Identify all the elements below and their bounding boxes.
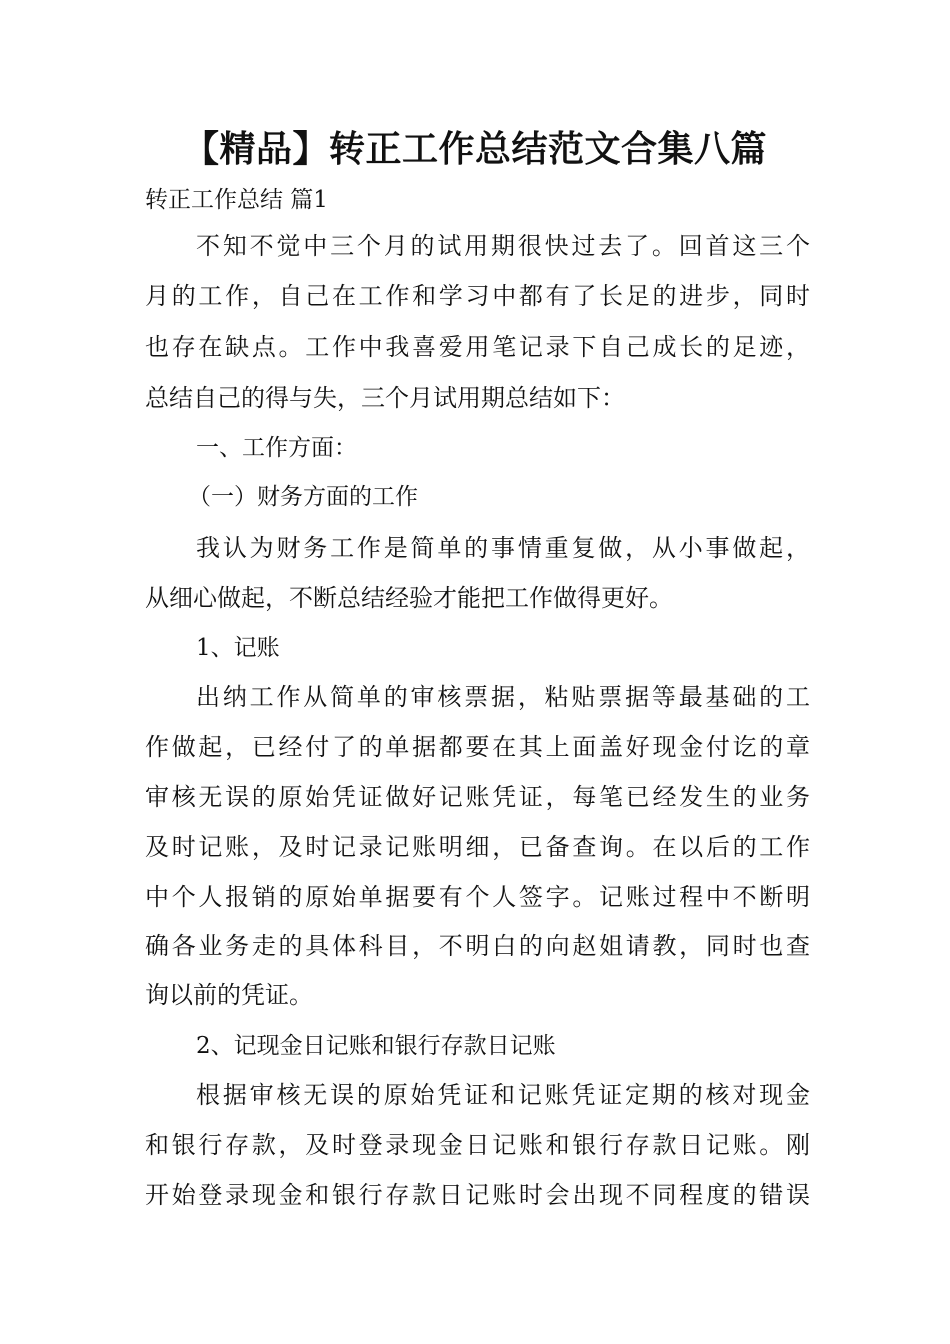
paragraph-line: 中个人报销的原始单据要有个人签字。记账过程中不断明 bbox=[145, 883, 810, 911]
paragraph-line: 不知不觉中三个月的试用期很快过去了。回首这三个 bbox=[196, 232, 810, 260]
paragraph-line: 询以前的凭证。 bbox=[145, 981, 313, 1009]
heading-journal: 2、记现金日记账和银行存款日记账 bbox=[196, 1033, 556, 1059]
paragraph-line: 我认为财务工作是简单的事情重复做，从小事做起， bbox=[196, 534, 810, 562]
heading-finance: （一）财务方面的工作 bbox=[188, 484, 418, 510]
paragraph-line: 出纳工作从简单的审核票据，粘贴票据等最基础的工 bbox=[196, 683, 810, 711]
paragraph-line: 根据审核无误的原始凭证和记账凭证定期的核对现金 bbox=[196, 1081, 810, 1109]
paragraph-line: 审核无误的原始凭证做好记账凭证，每笔已经发生的业务 bbox=[145, 783, 810, 811]
paragraph-line: 月的工作，自己在工作和学习中都有了长足的进步，同时 bbox=[145, 282, 810, 310]
paragraph-line: 也存在缺点。工作中我喜爱用笔记录下自己成长的足迹， bbox=[145, 333, 810, 361]
document-title: 【精品】转正工作总结范文合集八篇 bbox=[182, 129, 767, 170]
paragraph-line: 及时记账，及时记录记账明细，已备查询。在以后的工作 bbox=[145, 833, 810, 861]
heading-bookkeeping: 1、记账 bbox=[196, 635, 280, 661]
paragraph-line: 从细心做起，不断总结经验才能把工作做得更好。 bbox=[145, 584, 673, 612]
paragraph-line: 作做起，已经付了的单据都要在其上面盖好现金付讫的章 bbox=[145, 733, 810, 761]
paragraph-line: 和银行存款，及时登录现金日记账和银行存款日记账。刚 bbox=[145, 1131, 810, 1159]
paragraph-line: 开始登录现金和银行存款日记账时会出现不同程度的错误 bbox=[145, 1181, 810, 1209]
heading-work: 一、工作方面： bbox=[196, 435, 357, 461]
paragraph-line: 确各业务走的具体科目，不明白的向赵姐请教，同时也查 bbox=[145, 932, 810, 960]
section-heading: 转正工作总结 篇1 bbox=[145, 187, 328, 213]
paragraph-line: 总结自己的得与失，三个月试用期总结如下： bbox=[145, 384, 625, 412]
